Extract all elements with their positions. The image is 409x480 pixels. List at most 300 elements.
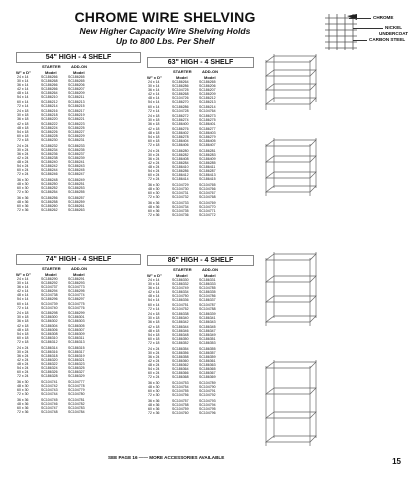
addon-model-cell: SC186283	[199, 152, 216, 157]
addon-model-cell: SC104771	[199, 208, 216, 213]
addon-model-cell: SC104780	[68, 392, 85, 397]
starter-model-cell: SC186230	[41, 137, 58, 142]
starter-model-cell: SC186250	[41, 181, 58, 186]
addon-model-cell: SC186349	[199, 332, 216, 337]
addon-model-cell: SC186206	[68, 83, 85, 88]
starter-model-cell: SC186294	[41, 289, 58, 294]
addon-model-cell: SC186241	[68, 159, 85, 164]
starter-model-cell: SC186228	[41, 133, 58, 138]
size-cell: 60 x 18	[148, 336, 160, 341]
starter-model-cell: SC186286	[172, 168, 189, 173]
page-title: CHROME WIRE SHELVING	[74, 9, 256, 25]
table-row	[16, 306, 94, 310]
size-cell: 60 x 30	[148, 388, 160, 393]
addon-model-cell: SC186309	[68, 331, 85, 336]
addon-model-cell: SC186231	[68, 137, 85, 142]
starter-model-cell: SC104740	[41, 305, 58, 310]
addon-model-cell: SC186339	[199, 312, 216, 317]
size-cell: 48 x 30	[17, 181, 29, 186]
addon-model-cell: SC186259	[68, 199, 85, 204]
size-cell: 72 x 24	[148, 177, 160, 182]
table-row	[147, 375, 225, 379]
size-cell: 60 x 36	[17, 203, 29, 208]
size-cell: 24 x 18	[148, 312, 160, 317]
addon-model-cell: SC186257	[68, 195, 85, 200]
addon-model-cell: SC104772	[199, 212, 216, 217]
addon-model-cell: SC186303	[68, 319, 85, 324]
size-cell: 60 x 14	[17, 99, 29, 104]
size-cell: 30 x 18	[148, 118, 160, 123]
size-cell: 60 x 18	[17, 133, 29, 138]
size-cell: 72 x 36	[148, 212, 160, 217]
starter-model-cell: SC186246	[41, 172, 58, 177]
starter-model-cell: SC186364	[172, 366, 189, 371]
size-cell: 48 x 36	[148, 204, 160, 209]
starter-model-cell: SC186262	[41, 207, 58, 212]
size-cell: 72 x 36	[17, 207, 29, 212]
size-cell: 24 x 24	[17, 143, 29, 148]
starter-model-cell: SC186330	[172, 278, 189, 282]
section-74-high	[16, 254, 141, 414]
starter-model-cell: SC186256	[41, 195, 58, 200]
size-cell: 36 x 24	[148, 354, 160, 359]
addon-model-cell: SC186247	[68, 172, 85, 177]
starter-model-cell: SC186326	[41, 370, 58, 375]
size-cell: 36 x 24	[17, 151, 29, 156]
addon-model-cell: SC186261	[68, 203, 85, 208]
addon-model-cell: SC186223	[68, 121, 85, 126]
size-cell: 72 x 14	[17, 305, 29, 310]
table-row	[16, 396, 94, 402]
size-cell: 48 x 24	[17, 361, 29, 366]
table-row	[16, 297, 94, 301]
size-cell: 30 x 24	[148, 152, 160, 157]
starter-model-cell: SC104744	[41, 392, 58, 397]
table-row	[147, 199, 225, 205]
addon-model-cell: SC104794	[199, 402, 216, 407]
size-cell: 30 x 14	[17, 281, 29, 286]
size-cell: 72 x 14	[148, 108, 160, 113]
addon-model-cell: SC186265	[68, 75, 85, 79]
starter-model-cell: SC186268	[172, 92, 189, 97]
addon-model-cell: SC186243	[68, 163, 85, 168]
addon-model-cell: SC186281	[199, 148, 216, 153]
size-cell: 36 x 14	[148, 88, 160, 93]
size-cell: 42 x 24	[17, 357, 29, 362]
starter-model-cell: SC186290	[41, 277, 58, 281]
addon-model-cell: SC104764	[199, 108, 216, 113]
size-cell: 24 x 24	[148, 346, 160, 351]
starter-model-cell: SC104741	[41, 379, 58, 384]
starter-model-cell: SC186234	[41, 147, 58, 152]
starter-model-cell: SC186272	[172, 114, 189, 119]
page-number: 15	[392, 457, 401, 466]
finish-legend	[323, 12, 409, 52]
addon-model-cell: SC186369	[199, 375, 216, 380]
addon-model-cell: SC186327	[68, 370, 85, 375]
starter-model-cell: SC186358	[172, 354, 189, 359]
addon-model-cell: SC104778	[68, 383, 85, 388]
size-cell: 42 x 18	[148, 126, 160, 131]
addon-model-cell: SC186347	[199, 328, 216, 333]
starter-model-cell: SC186258	[41, 199, 58, 204]
starter-model-cell: SC104751	[172, 302, 189, 307]
size-cell: 48 x 36	[17, 401, 29, 406]
addon-model-cell: SC186365	[199, 366, 216, 371]
size-cell: 42 x 24	[148, 358, 160, 363]
size-cell: 72 x 18	[17, 137, 29, 142]
starter-model-cell: SC186296	[41, 297, 58, 302]
finish-chrome-label: CHROME	[373, 15, 394, 20]
addon-header: ADD-ON	[71, 64, 87, 69]
size-cell: 24 x 24	[148, 148, 160, 153]
addon-model-cell: SC186307	[68, 327, 85, 332]
addon-header: ADD-ON	[202, 69, 218, 74]
addon-model-cell: SC104795	[199, 406, 216, 411]
addon-model-cell: SC186325	[68, 365, 85, 370]
size-cell: 72 x 24	[17, 374, 29, 379]
size-cell: 36 x 18	[17, 117, 29, 122]
starter-model-cell: SC104755	[172, 388, 189, 393]
starter-model-cell: SC186298	[41, 311, 58, 316]
addon-model-cell: SC186409	[199, 156, 216, 161]
starter-model-cell: SC186334	[172, 290, 189, 295]
size-cell: 72 x 36	[148, 410, 160, 415]
size-cell: 36 x 36	[17, 195, 29, 200]
size-cell: 30 x 18	[17, 113, 29, 118]
starter-model-cell: SC186220	[41, 117, 58, 122]
addon-model-cell: SC186249	[68, 177, 85, 182]
table-row	[147, 213, 225, 217]
addon-model-cell: SC104786	[199, 294, 216, 299]
table-row	[147, 147, 225, 153]
size-cell: 42 x 14	[17, 289, 29, 294]
table-row	[147, 122, 225, 126]
addon-model-cell: SC186361	[199, 358, 216, 363]
size-cell: 48 x 14	[148, 96, 160, 101]
addon-model-cell: SC186367	[199, 371, 216, 376]
addon-model-cell: SC104785	[199, 286, 216, 291]
table-row	[147, 100, 225, 104]
addon-model-cell: SC104781	[68, 397, 85, 402]
starter-model-cell: SC186212	[41, 99, 58, 104]
addon-model-cell: SC186265	[68, 79, 85, 84]
addon-model-cell: SC186359	[199, 354, 216, 359]
starter-model-cell: SC186282	[172, 152, 189, 157]
addon-model-cell: SC104765	[199, 182, 216, 187]
size-cell: 36 x 24	[148, 156, 160, 161]
starter-model-cell: SC186402	[172, 130, 189, 135]
addon-model-cell: SC186311	[68, 335, 85, 340]
addon-model-cell: SC186319	[68, 353, 85, 358]
size-cell: 24 x 14	[17, 277, 29, 281]
starter-model-cell: SC186310	[41, 335, 58, 340]
addon-model-cell: SC104796	[199, 410, 216, 415]
starter-model-cell: SC186284	[172, 160, 189, 165]
size-cell: 60 x 30	[17, 387, 29, 392]
size-cell: 72 x 30	[148, 195, 160, 200]
starter-model-cell: SC186410	[172, 164, 189, 169]
size-cell: 54 x 14	[17, 297, 29, 302]
starter-model-cell: SC104748	[41, 409, 58, 414]
model-table	[16, 277, 94, 414]
addon-model-cell: SC186221	[68, 117, 85, 122]
addon-model-cell: SC186235	[68, 147, 85, 152]
addon-model-cell: SC186353	[199, 340, 216, 345]
shelving-unit-image	[260, 136, 320, 198]
section-title: 86" HIGH - 4 SHELF	[147, 255, 254, 266]
model-table	[16, 75, 94, 212]
starter-model-cell: SC186320	[41, 357, 58, 362]
addon-model-cell: SC186212	[199, 96, 216, 101]
starter-model-cell: SC104758	[172, 402, 189, 407]
addon-model-cell: SC104777	[68, 379, 85, 384]
size-cell: 36 x 36	[148, 398, 160, 403]
shelving-unit-image	[260, 358, 320, 448]
size-header: W" x D"	[16, 70, 31, 75]
table-row	[16, 138, 94, 142]
size-cell: 48 x 14	[17, 91, 29, 96]
addon-model-cell: SC186209	[68, 91, 85, 96]
size-cell: 48 x 18	[17, 327, 29, 332]
starter-model-cell: SC186302	[41, 319, 58, 324]
addon-model-cell: SC186214	[199, 104, 216, 109]
addon-model-cell: SC104791	[199, 388, 216, 393]
section-54-high	[16, 52, 141, 212]
size-cell: 30 x 24	[17, 147, 29, 152]
table-row	[147, 320, 225, 324]
size-cell: 60 x 14	[17, 301, 29, 306]
starter-model-cell: SC186240	[41, 159, 58, 164]
addon-model-cell: SC186253	[68, 185, 85, 190]
starter-model-cell: SC186346	[172, 328, 189, 333]
addon-model-cell: SC104775	[68, 301, 85, 306]
size-cell: 36 x 14	[17, 285, 29, 290]
addon-model-cell: SC186363	[199, 362, 216, 367]
addon-model-cell: SC186341	[199, 316, 216, 321]
table-row	[16, 172, 94, 176]
addon-model-cell: SC186275	[199, 118, 216, 123]
starter-model-cell: SC186254	[41, 190, 58, 195]
addon-model-cell: SC186323	[68, 361, 85, 366]
table-row	[16, 374, 94, 378]
starter-model-cell: SC186314	[41, 345, 58, 350]
addon-model-cell: SC186403	[199, 130, 216, 135]
starter-model-cell: SC186222	[41, 121, 58, 126]
size-cell: 54 x 14	[148, 100, 160, 105]
size-cell: 72 x 18	[148, 340, 160, 345]
size-cell: 36 x 14	[148, 286, 160, 291]
size-cell: 24 x 18	[17, 311, 29, 316]
addon-model-cell: SC186233	[68, 143, 85, 148]
starter-model-cell: SC104737	[41, 285, 58, 290]
table-row	[16, 117, 94, 121]
starter-model-cell: SC186264	[172, 80, 189, 84]
addon-model-cell: SC186351	[199, 336, 216, 341]
size-cell: 54 x 14	[148, 298, 160, 303]
starter-model-cell: SC186238	[41, 155, 58, 160]
size-cell: 36 x 14	[17, 83, 29, 88]
starter-model-cell: SC104753	[172, 380, 189, 385]
section-title: 74" HIGH - 4 SHELF	[16, 254, 141, 265]
starter-model-cell: SC186224	[41, 125, 58, 130]
section-title: 63" HIGH - 4 SHELF	[147, 57, 254, 68]
addon-model-cell: SC104783	[68, 405, 85, 410]
addon-model-cell: SC186273	[199, 114, 216, 119]
size-cell: 36 x 36	[17, 397, 29, 402]
starter-model-cell: SC186232	[41, 143, 58, 148]
finish-carbon-steel-label: CARBON STEEL	[369, 37, 406, 42]
addon-model-cell: SC186299	[68, 311, 85, 316]
size-cell: 24 x 14	[17, 75, 29, 79]
addon-model-cell: SC186345	[199, 324, 216, 329]
starter-model-cell: SC186266	[41, 83, 58, 88]
starter-model-cell: SC186226	[41, 129, 58, 134]
model-table	[147, 80, 225, 217]
table-row	[147, 397, 225, 403]
column-headers	[147, 267, 254, 278]
size-cell: 48 x 18	[148, 130, 160, 135]
size-cell: 48 x 14	[17, 293, 29, 298]
table-row	[16, 340, 94, 344]
shelving-unit-image	[260, 250, 320, 328]
size-cell: 30 x 24	[148, 350, 160, 355]
addon-model-cell: SC186229	[68, 133, 85, 138]
size-cell: 42 x 18	[148, 324, 160, 329]
starter-model-cell: SC186280	[172, 148, 189, 153]
addon-model-cell: SC186291	[68, 277, 85, 281]
starter-model-cell: SC186328	[41, 374, 58, 379]
starter-model-cell: SC186266	[41, 75, 58, 79]
addon-model-cell: SC104770	[199, 204, 216, 209]
addon-model-cell: SC104782	[68, 401, 85, 406]
addon-model-cell: SC186285	[199, 160, 216, 165]
starter-model-header: Model	[176, 273, 188, 278]
starter-model-cell: SC186244	[41, 168, 58, 173]
starter-model-cell: SC186414	[172, 177, 189, 182]
addon-model-header: Model	[73, 70, 85, 75]
starter-model-cell: SC104728	[172, 108, 189, 113]
addon-model-cell: SC104789	[199, 380, 216, 385]
table-row	[16, 410, 94, 414]
size-cell: 36 x 24	[17, 353, 29, 358]
addon-model-cell: SC186255	[68, 190, 85, 195]
size-cell: 48 x 30	[17, 383, 29, 388]
addon-model-cell: SC186407	[199, 142, 216, 147]
starter-header: STARTER	[173, 267, 192, 272]
table-row	[147, 411, 225, 415]
size-cell: 54 x 18	[17, 129, 29, 134]
starter-model-cell: SC186260	[41, 203, 58, 208]
table-row	[147, 195, 225, 199]
size-cell: 48 x 24	[17, 159, 29, 164]
addon-model-cell: SC104773	[68, 285, 85, 290]
size-cell: 42 x 24	[148, 160, 160, 165]
starter-model-cell: SC104756	[172, 393, 189, 398]
size-cell: 54 x 24	[17, 163, 29, 168]
addon-model-cell: SC104792	[199, 393, 216, 398]
starter-model-cell: SC186214	[41, 103, 58, 108]
size-cell: 42 x 14	[148, 290, 160, 295]
table-row	[16, 104, 94, 108]
size-cell: 24 x 14	[148, 80, 160, 84]
starter-model-cell: SC186404	[172, 138, 189, 143]
starter-model-cell: SC186268	[41, 79, 58, 84]
table-row	[147, 345, 225, 351]
size-cell: 60 x 14	[148, 104, 160, 109]
addon-model-cell: SC104766	[199, 186, 216, 191]
starter-model-cell: SC104747	[41, 405, 58, 410]
starter-model-cell: SC104760	[172, 410, 189, 415]
starter-model-cell: SC186218	[41, 113, 58, 118]
addon-model-cell: SC186333	[199, 282, 216, 287]
starter-model-cell: SC186362	[172, 362, 189, 367]
starter-model-cell: SC104754	[172, 384, 189, 389]
starter-model-cell: SC104732	[172, 195, 189, 200]
size-cell: 60 x 36	[148, 406, 160, 411]
starter-model-cell: SC186278	[172, 134, 189, 139]
size-cell: 48 x 14	[148, 294, 160, 299]
addon-model-cell: SC104769	[199, 200, 216, 205]
size-cell: 42 x 14	[17, 87, 29, 92]
starter-model-cell: SC104752	[172, 306, 189, 311]
column-headers	[16, 266, 141, 277]
starter-model-cell: SC186292	[41, 281, 58, 286]
starter-header: STARTER	[42, 266, 61, 271]
size-cell: 42 x 18	[17, 121, 29, 126]
size-cell: 48 x 36	[148, 402, 160, 407]
starter-model-cell: SC104730	[172, 186, 189, 191]
size-cell: 60 x 14	[148, 302, 160, 307]
starter-model-cell: SC186368	[172, 375, 189, 380]
starter-model-header: Model	[45, 272, 57, 277]
starter-model-cell: SC104729	[172, 182, 189, 187]
size-cell: 30 x 14	[148, 84, 160, 89]
table-row	[16, 190, 94, 194]
size-cell: 60 x 18	[17, 335, 29, 340]
size-cell: 60 x 24	[148, 371, 160, 376]
starter-model-cell: SC104746	[41, 401, 58, 406]
size-cell: 54 x 18	[148, 134, 160, 139]
size-cell: 72 x 18	[148, 142, 160, 147]
starter-model-cell: SC186306	[41, 327, 58, 332]
size-cell: 48 x 24	[148, 362, 160, 367]
column-headers	[147, 69, 254, 80]
size-cell: 24 x 24	[17, 345, 29, 350]
starter-model-cell: SC186350	[172, 336, 189, 341]
subtitle-line-1: New Higher Capacity Wire Shelving Holds	[79, 26, 251, 36]
addon-model-cell: SC186335	[199, 290, 216, 295]
size-cell: 54 x 18	[148, 332, 160, 337]
addon-model-cell: SC186295	[68, 289, 85, 294]
addon-model-cell: SC186207	[68, 87, 85, 92]
starter-model-cell: SC104725	[172, 88, 189, 93]
addon-header: ADD-ON	[202, 267, 218, 272]
column-headers	[16, 64, 141, 75]
starter-model-cell: SC186286	[172, 84, 189, 89]
size-cell: 30 x 18	[17, 315, 29, 320]
starter-model-cell: SC186342	[172, 320, 189, 325]
starter-model-cell: SC186400	[172, 122, 189, 127]
starter-model-cell: SC104739	[41, 301, 58, 306]
size-cell: 36 x 30	[17, 379, 29, 384]
starter-model-cell: SC186348	[172, 332, 189, 337]
size-cell: 42 x 18	[17, 323, 29, 328]
size-cell: 72 x 30	[148, 393, 160, 398]
subtitle-line-2: Up to 800 Lbs. Per Shelf	[115, 36, 215, 46]
footer-note: SEE PAGE 16 —— MORE ACCESSORIES AVAILABLE	[108, 455, 225, 460]
size-cell: 48 x 24	[148, 164, 160, 169]
